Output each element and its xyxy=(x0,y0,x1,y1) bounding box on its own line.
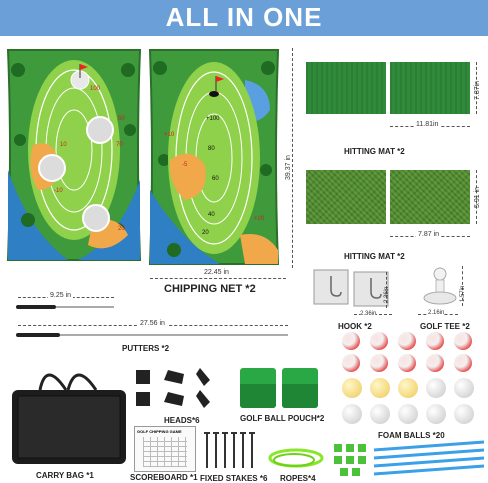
carry-bag-illustration xyxy=(6,356,130,468)
mat1-height-dim: 7.87in xyxy=(474,80,481,100)
right-target-label: +100 xyxy=(206,116,220,122)
long-putter-illustration xyxy=(16,330,292,340)
clips-illustration xyxy=(334,440,486,480)
mat1-width-dim: 11.81in xyxy=(416,121,439,128)
foam-balls-label: FOAM BALLS *20 xyxy=(378,431,445,440)
pouch-label: GOLF BALL POUCH*2 xyxy=(240,414,325,423)
foam-ball-yellow xyxy=(398,378,418,398)
pouch-b-flap xyxy=(282,384,318,408)
hook-width-dim: 2.36in xyxy=(360,311,377,317)
left-target-label: 20 xyxy=(118,226,125,232)
left-target-label: 10 xyxy=(60,142,67,148)
right-target-label: +20 xyxy=(254,216,265,222)
tee-height-dim: 1.57in xyxy=(460,285,466,302)
carry-bag-label: CARRY BAG *1 xyxy=(36,471,94,480)
right-target-label: 40 xyxy=(208,212,215,218)
foam-ball-red xyxy=(370,332,388,350)
foam-ball-red xyxy=(426,354,444,372)
right-target-label: 80 xyxy=(208,146,215,152)
foam-ball-red xyxy=(398,332,416,350)
left-target-label: -10 xyxy=(54,188,63,194)
hooks-illustration xyxy=(312,268,392,312)
foam-ball-yellow xyxy=(342,378,362,398)
short-putter-dim: 9.25 in xyxy=(50,292,72,299)
hook-height-dim: 2.36in xyxy=(384,286,390,303)
short-putter-illustration xyxy=(16,302,116,312)
chipping-net-label: CHIPPING NET *2 xyxy=(164,283,256,295)
chipping-net-illustration xyxy=(0,44,300,272)
net-height-line xyxy=(292,48,293,268)
banner-title: ALL IN ONE xyxy=(165,2,323,32)
net-width-dim: 22.45 in xyxy=(204,269,229,276)
left-target-label: 100 xyxy=(90,86,101,92)
golf-tee-label: GOLF TEE *2 xyxy=(420,322,470,331)
right-target-label: 20 xyxy=(202,230,209,236)
right-target-label: 60 xyxy=(212,176,219,182)
left-target-label: 50 xyxy=(118,116,125,122)
tee-width-dim: 2.16in xyxy=(428,310,445,316)
fixed-stakes-illustration xyxy=(202,428,258,472)
golf-tee-illustration xyxy=(420,266,460,308)
foam-ball-red xyxy=(342,332,360,350)
turf-mat-b xyxy=(390,170,470,224)
heads-illustration xyxy=(134,366,230,412)
scoreboard-label: SCOREBOARD *1 xyxy=(130,473,198,482)
foam-ball-red xyxy=(342,354,360,372)
chipping-net-left xyxy=(8,50,140,260)
hitting-mat-1-label: HITTING MAT *2 xyxy=(344,147,405,156)
net-height-dim: 39.37 in xyxy=(285,155,292,180)
right-target-label: -5 xyxy=(182,162,188,168)
foam-ball-white xyxy=(454,404,474,424)
ropes-label: ROPES*4 xyxy=(280,474,316,483)
left-target-label: 70 xyxy=(116,142,123,148)
foam-ball-red xyxy=(426,332,444,350)
mat2-width-dim: 7.87 in xyxy=(418,231,440,238)
foam-ball-white xyxy=(398,404,418,424)
foam-ball-red xyxy=(398,354,416,372)
foam-ball-white xyxy=(342,404,362,424)
hitting-mat-a xyxy=(306,62,386,114)
foam-ball-red xyxy=(454,354,472,372)
foam-ball-white xyxy=(426,404,446,424)
pouch-a-flap xyxy=(240,384,276,408)
foam-ball-white xyxy=(426,378,446,398)
foam-ball-red xyxy=(370,354,388,372)
turf-mat-a xyxy=(306,170,386,224)
foam-ball-white xyxy=(454,378,474,398)
foam-balls-grid xyxy=(342,332,482,428)
scoreboard-card xyxy=(134,426,196,472)
putters-label: PUTTERS *2 xyxy=(122,344,170,353)
right-target-label: +10 xyxy=(164,132,175,138)
net-width-line xyxy=(150,278,286,279)
hitting-mat-b xyxy=(390,62,470,114)
long-putter-dim: 27.56 in xyxy=(140,320,165,327)
stakes-label: FIXED STAKES *6 xyxy=(200,474,268,483)
foam-ball-yellow xyxy=(370,378,390,398)
foam-ball-white xyxy=(370,404,390,424)
foam-ball-red xyxy=(454,332,472,350)
scoreboard-grid xyxy=(143,437,187,467)
ropes-illustration xyxy=(264,446,328,474)
heads-label: HEADS*6 xyxy=(164,416,200,425)
hook-label: HOOK *2 xyxy=(338,322,372,331)
mat2-height-dim: 5.91 in xyxy=(474,186,481,208)
scoreboard-title: GOLF CHIPPING GAME xyxy=(137,429,182,434)
hitting-mat-2-label: HITTING MAT *2 xyxy=(344,252,405,261)
chipping-net-right xyxy=(150,50,278,264)
